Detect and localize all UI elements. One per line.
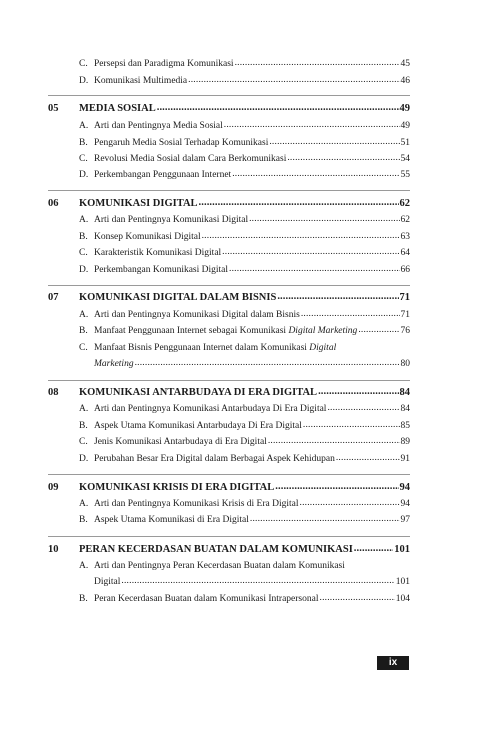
- toc-entry[interactable]: D. Perubahan Besar Era Digital dalam Berbagai Aspek Kehidupan ..... 91: [79, 451, 410, 467]
- toc-entry[interactable]: C. Manfaat Bisnis Penggunaan Internet dalam Komunikasi Digital: [79, 343, 337, 353]
- toc-entry[interactable]: B. Aspek Utama Komunikasi di Era Digital ..... 97: [79, 512, 410, 528]
- toc-entry[interactable]: A. Arti dan Pentingnya Komunikasi Digital ..... 62: [79, 212, 410, 228]
- section-divider: [48, 380, 410, 381]
- toc-entry[interactable]: C. Karakteristik Komunikasi Digital ..... 64: [79, 245, 410, 261]
- chapter-number: 05: [48, 103, 59, 114]
- toc-entry[interactable]: C. Persepsi dan Paradigma Komunikasi ..... 45: [79, 56, 410, 72]
- chapter-heading[interactable]: KOMUNIKASI DIGITAL ..... 62: [79, 196, 410, 212]
- chapter-number: 09: [48, 482, 59, 493]
- section-divider: [48, 190, 410, 191]
- chapter-number: 07: [48, 292, 59, 303]
- toc-entry-continuation[interactable]: Digital ..... 101: [94, 574, 410, 590]
- section-divider: [48, 95, 410, 96]
- chapter-heading[interactable]: KOMUNIKASI ANTARBUDAYA DI ERA DIGITAL ..... 84: [79, 385, 410, 401]
- toc-entry[interactable]: A. Arti dan Pentingnya Komunikasi Digital dalam Bisnis ..... 71: [79, 307, 410, 323]
- toc-entry[interactable]: D. Perkembangan Penggunaan Internet ..... 55: [79, 167, 410, 183]
- toc-entry[interactable]: A. Arti dan Pentingnya Media Sosial ..... 49: [79, 118, 410, 134]
- page-number-badge: ix: [377, 656, 409, 670]
- toc-entry[interactable]: A. Arti dan Pentingnya Komunikasi Antarbudaya Di Era Digital ..... 84: [79, 401, 410, 417]
- section-divider: [48, 474, 410, 475]
- toc-entry[interactable]: B. Konsep Komunikasi Digital ..... 63: [79, 229, 410, 245]
- section-divider: [48, 536, 410, 537]
- chapter-heading[interactable]: KOMUNIKASI DIGITAL DALAM BISNIS ..... 71: [79, 290, 410, 306]
- toc-entry[interactable]: D. Komunikasi Multimedia ..... 46: [79, 73, 410, 89]
- toc-entry[interactable]: D. Perkembangan Komunikasi Digital ..... 66: [79, 262, 410, 278]
- toc-entry[interactable]: B. Pengaruh Media Sosial Terhadap Komunikasi ..... 51: [79, 135, 410, 151]
- chapter-number: 06: [48, 198, 59, 209]
- toc-entry[interactable]: C. Jenis Komunikasi Antarbudaya di Era Digital ..... 89: [79, 434, 410, 450]
- chapter-heading[interactable]: KOMUNIKASI KRISIS DI ERA DIGITAL ..... 94: [79, 480, 410, 496]
- toc-entry[interactable]: B. Manfaat Penggunaan Internet sebagai Komunikasi Digital Marketing ..... 76: [79, 323, 410, 339]
- toc-entry[interactable]: B. Peran Kecerdasan Buatan dalam Komunikasi Intrapersonal ..... 104: [79, 591, 410, 607]
- chapter-number: 08: [48, 387, 59, 398]
- chapter-heading[interactable]: PERAN KECERDASAN BUATAN DALAM KOMUNIKASI ..... 101: [79, 542, 410, 558]
- toc-entry[interactable]: B. Aspek Utama Komunikasi Antarbudaya Di Era Digital ..... 85: [79, 418, 410, 434]
- toc-entry[interactable]: A. Arti dan Pentingnya Peran Kecerdasan Buatan dalam Komunikasi: [79, 561, 345, 571]
- toc-entry[interactable]: C. Revolusi Media Sosial dalam Cara Berkomunikasi ..... 54: [79, 151, 410, 167]
- toc-entry[interactable]: A. Arti dan Pentingnya Komunikasi Krisis di Era Digital ..... 94: [79, 496, 410, 512]
- section-divider: [48, 285, 410, 286]
- chapter-number: 10: [48, 544, 59, 555]
- chapter-heading[interactable]: MEDIA SOSIAL ..... 49: [79, 101, 410, 117]
- toc-entry-continuation[interactable]: Marketing ..... 80: [94, 356, 410, 372]
